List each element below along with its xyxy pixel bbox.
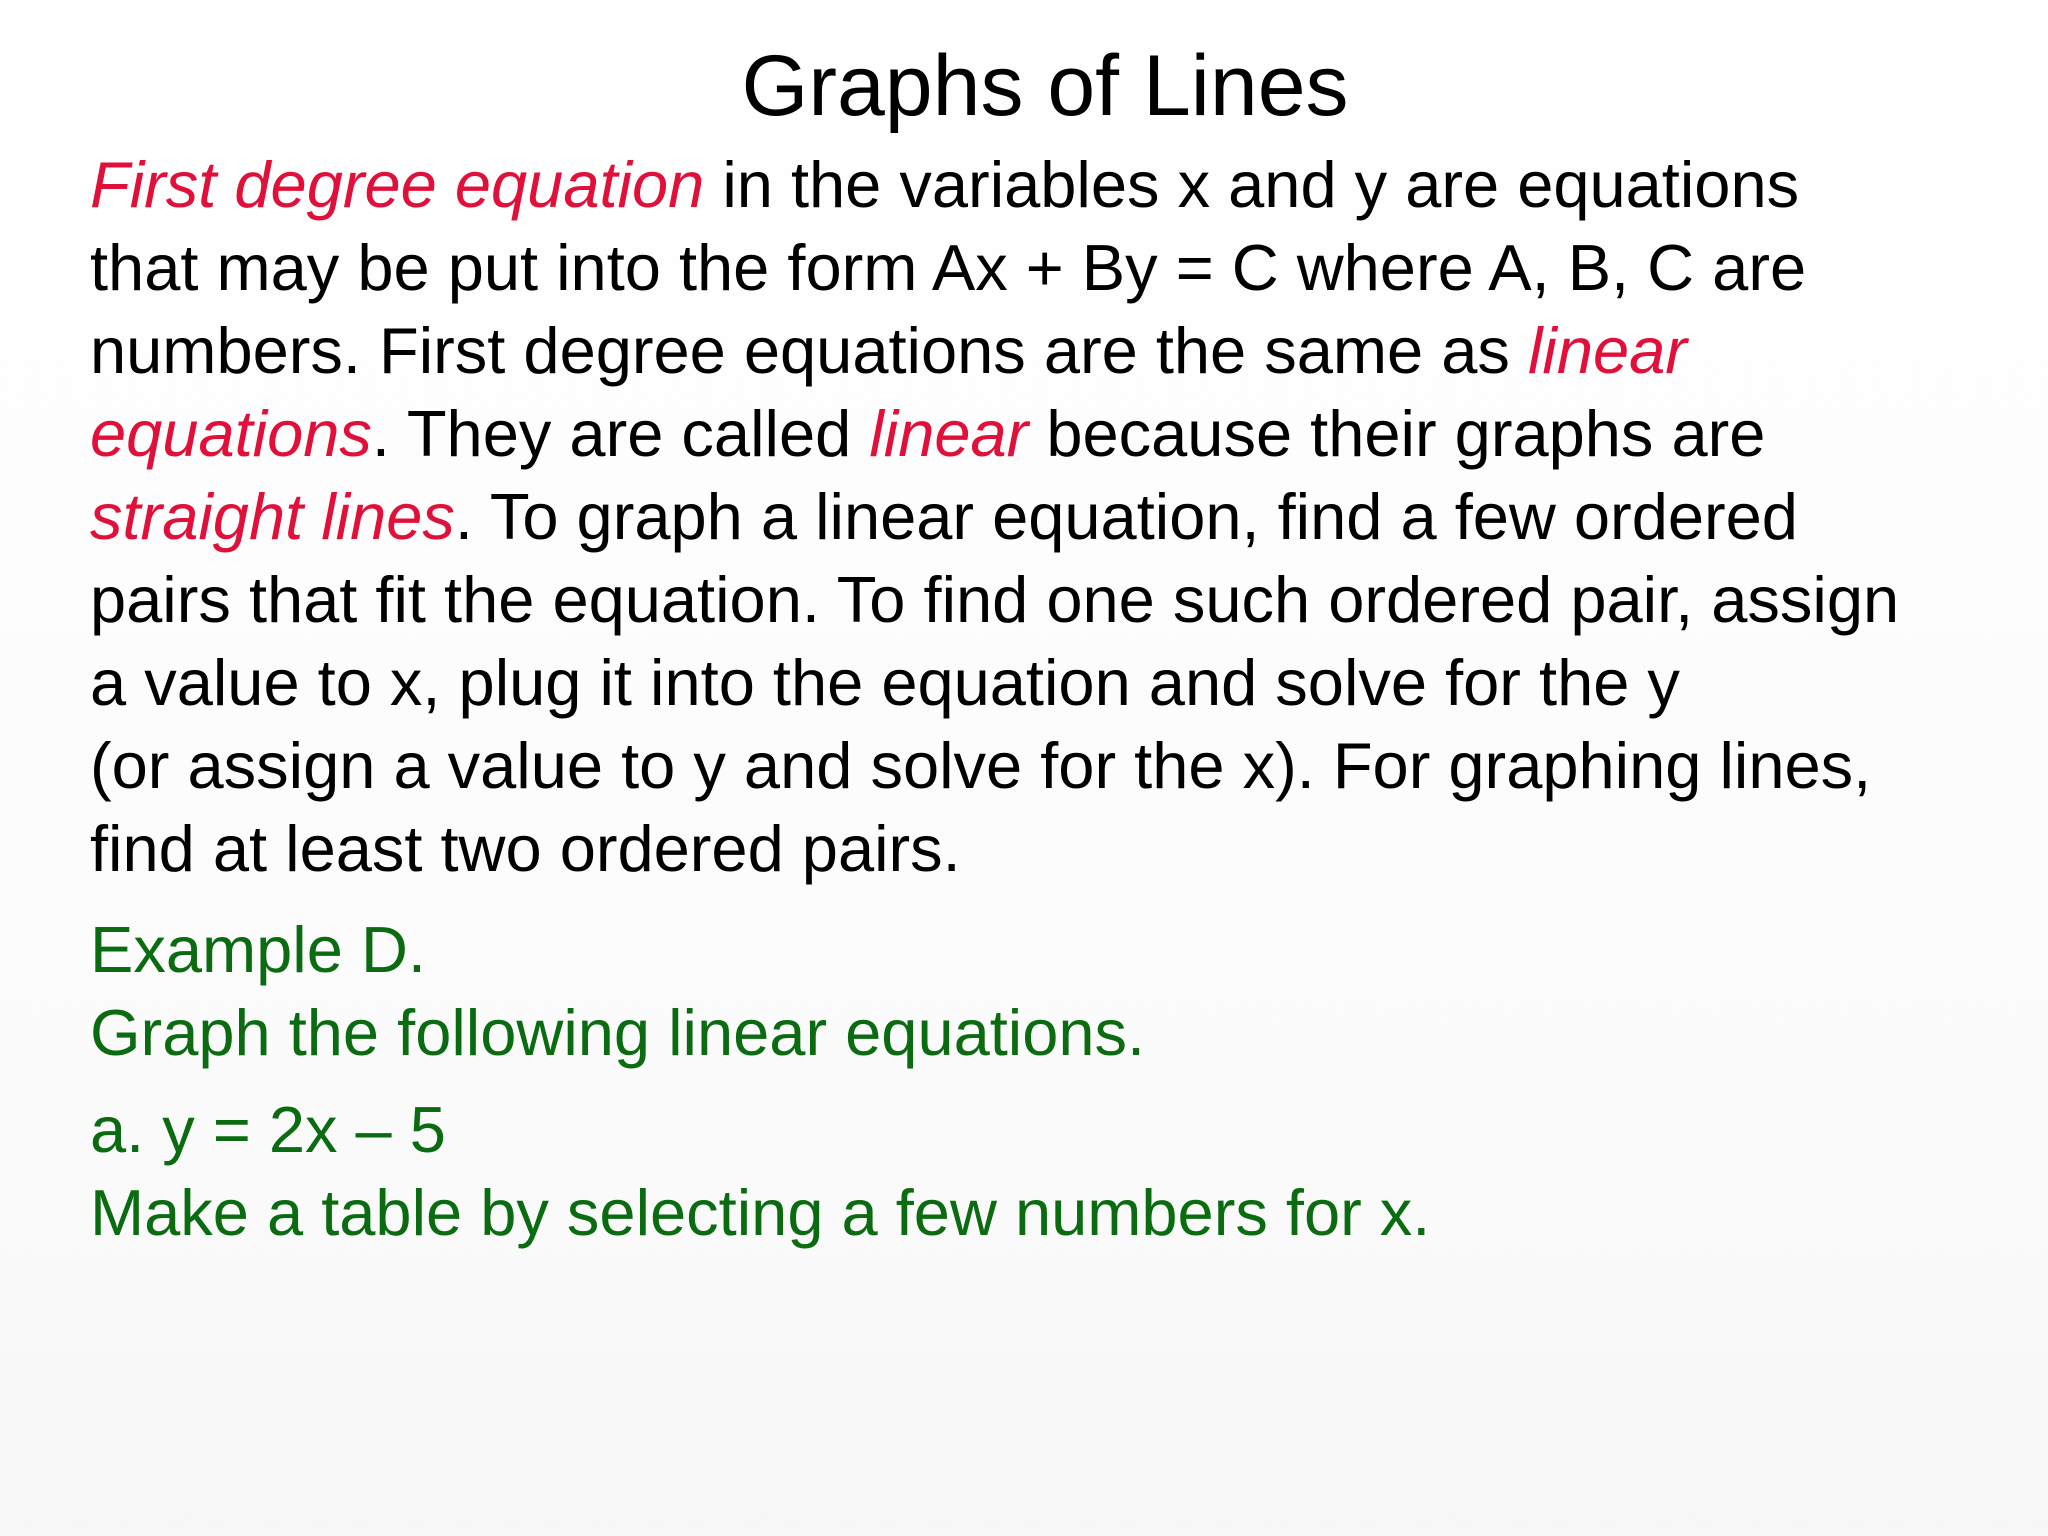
paragraph-line-6: pairs that fit the equation. To find one such ordered pair, assign: [90, 563, 1900, 636]
paragraph-text: . To graph a linear equation, find a few ordered: [454, 480, 1798, 553]
highlight-term: equations: [90, 397, 372, 470]
paragraph-line-4: [90, 392, 2030, 475]
paragraph-line-5: [90, 475, 2030, 558]
paragraph-text: in the variables x and y are equations: [704, 148, 1800, 221]
definition-paragraph: [90, 143, 2030, 890]
paragraph-text: . They are called: [371, 397, 870, 470]
paragraph-text: numbers. First degree equations are the same as: [90, 314, 1528, 387]
paragraph-line-2: that may be put into the form Ax + By = C where A, B, C are: [90, 231, 1807, 304]
highlight-term: linear: [869, 397, 1029, 470]
paragraph-line-7: a value to x, plug it into the equation and solve for the y: [90, 646, 1680, 719]
equation-a: a. y = 2x – 5: [90, 1093, 446, 1166]
paragraph-text: because their graphs are: [1028, 397, 1766, 470]
example-instruction: Graph the following linear equations.: [90, 996, 1146, 1069]
example-block: [90, 908, 1990, 1074]
example-heading: Example D.: [90, 913, 426, 986]
highlight-term: straight lines: [90, 480, 455, 553]
example-step: Make a table by selecting a few numbers for x.: [90, 1176, 1431, 1249]
example-part-a: [90, 1088, 1990, 1254]
paragraph-line-8: (or assign a value to y and solve for the x). For graphing lines,: [90, 729, 1872, 802]
paragraph-line-3: [90, 309, 2030, 392]
highlight-term: First degree equation: [90, 148, 705, 221]
paragraph-line-9: find at least two ordered pairs.: [90, 812, 961, 885]
slide-title: Graphs of Lines: [741, 38, 1349, 134]
highlight-term: linear: [1527, 314, 1687, 387]
paragraph-line-1: [90, 143, 2030, 226]
